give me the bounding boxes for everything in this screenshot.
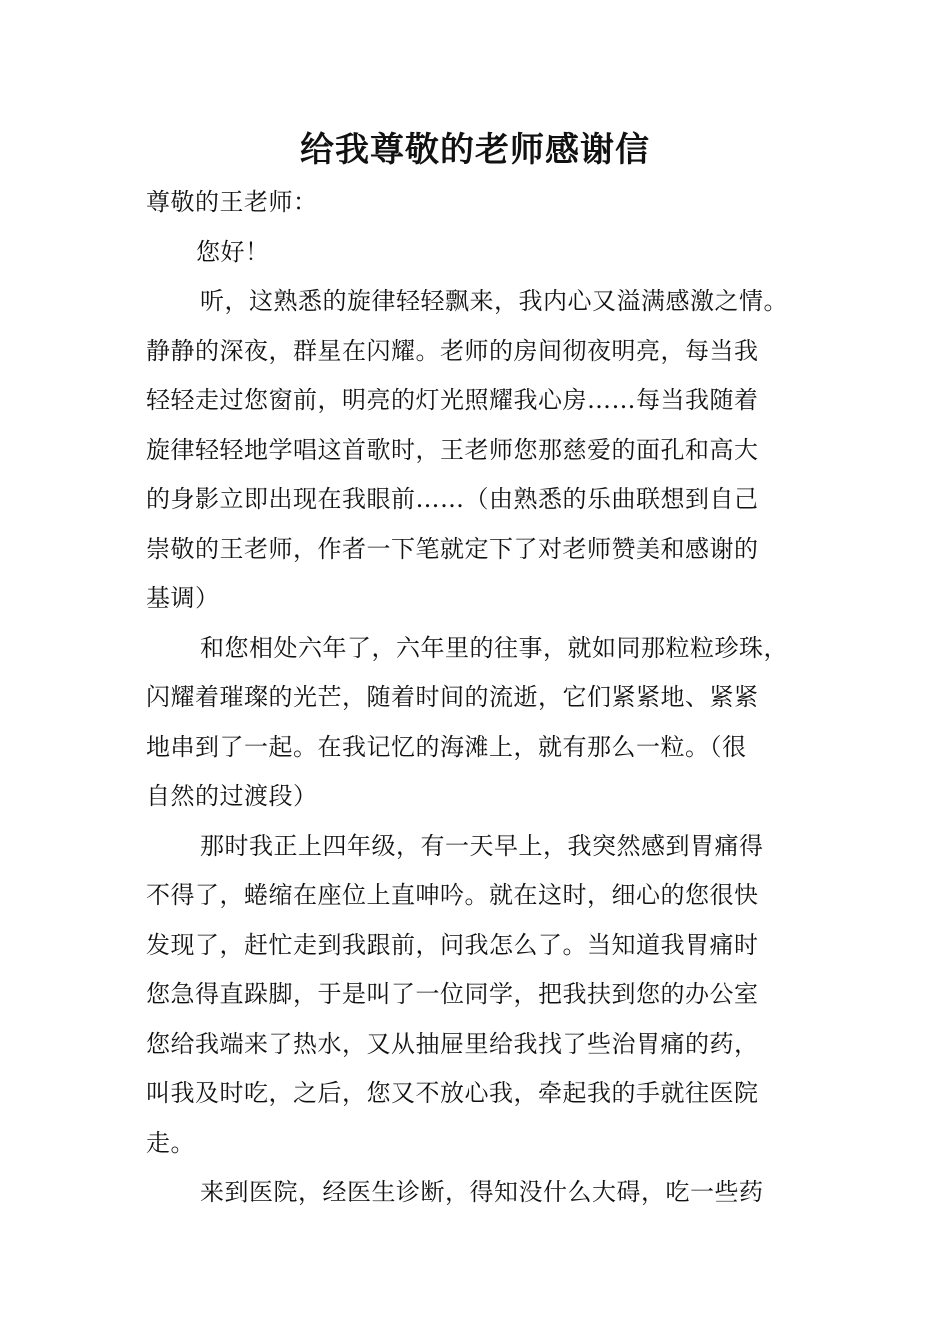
greeting: 您好！ <box>196 237 270 266</box>
paragraph-line: 叫我及时吃，之后，您又不放心我，牵起我的手就往医院 <box>146 1079 759 1107</box>
paragraph-line: 旋律轻轻地学唱这首歌时，王老师您那慈爱的面孔和高大 <box>146 435 759 464</box>
paragraph-line: 基调） <box>146 584 220 612</box>
paragraph-line: 的身影立即出现在我眼前……（由熟悉的乐曲联想到自己 <box>146 485 759 513</box>
paragraph-line: 您给我端来了热水，又从抽屉里给我找了些治胃痛的药， <box>146 1029 759 1058</box>
paragraph-line: 发现了，赶忙走到我跟前，问我怎么了。当知道我胃痛时 <box>146 930 759 959</box>
paragraph-line: 地串到了一起。在我记忆的海滩上，就有那么一粒。（很 <box>146 732 747 761</box>
letter-body <box>146 178 806 1218</box>
paragraph-line: 轻轻走过您窗前，明亮的灯光照耀我心房……每当我随着 <box>146 386 759 414</box>
paragraph-line: 您急得直跺脚，于是叫了一位同学，把我扶到您的办公室 <box>146 980 759 1008</box>
paragraph-line: 闪耀着璀璨的光芒，随着时间的流逝，它们紧紧地、紧紧 <box>146 683 759 711</box>
paragraph-line: 听，这熟悉的旋律轻轻飘来，我内心又溢满感激之情。 <box>200 287 788 315</box>
paragraph-line: 不得了，蜷缩在座位上直呻吟。就在这时，细心的您很快 <box>146 881 759 909</box>
paragraph-line: 走。 <box>146 1128 195 1157</box>
paragraph-line: 来到医院，经医生诊断，得知没什么大碍，吃一些药 <box>200 1178 764 1206</box>
paragraph-line: 和您相处六年了，六年里的往事，就如同那粒粒珍珠， <box>200 633 788 662</box>
paragraph-line: 自然的过渡段） <box>146 782 318 810</box>
paragraph-line: 那时我正上四年级，有一天早上，我突然感到胃痛得 <box>200 831 764 860</box>
document-title: 给我尊敬的老师感谢信 <box>300 130 650 170</box>
salutation: 尊敬的王老师： <box>146 188 318 216</box>
paragraph-line: 崇敬的王老师，作者一下笔就定下了对老师赞美和感谢的 <box>146 534 759 563</box>
paragraph-line: 静静的深夜，群星在闪耀。老师的房间彻夜明亮，每当我 <box>146 336 759 365</box>
